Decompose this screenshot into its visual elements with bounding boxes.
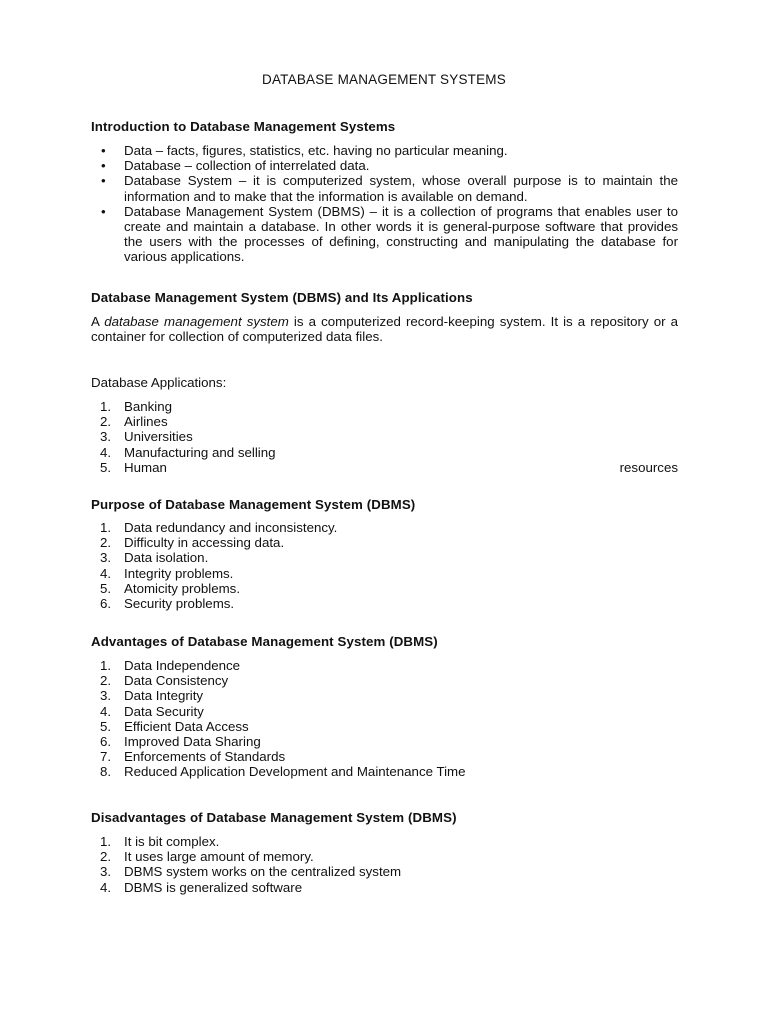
list-number: 4. xyxy=(100,879,112,895)
list-number: 6. xyxy=(100,734,112,750)
list-item xyxy=(91,704,678,719)
paragraph-emphasis: database management system xyxy=(104,314,289,329)
list-text: Airlines xyxy=(124,414,168,430)
list-number: 3. xyxy=(100,864,112,880)
list-item xyxy=(91,658,678,673)
list-number: 5. xyxy=(100,459,112,475)
list-item xyxy=(91,688,678,703)
list-text: Efficient Data Access xyxy=(124,718,249,734)
list-number: 4. xyxy=(100,703,112,719)
list-item: • Database System – it is computerized system, whose overall purpose is to maintain the information and to make that the information is available on demand. xyxy=(91,173,678,203)
list-item: • Database Management System (DBMS) – it is a collection of programs that enables user to create and maintain a database. In other words it is general-purpose software that provides the users with the processes of defining, constructing and manipulating the database for various applications. xyxy=(91,204,678,265)
list-item xyxy=(91,429,678,444)
list-item xyxy=(91,673,678,688)
list-text: DBMS system works on the centralized system xyxy=(124,864,402,880)
section-heading-intro: Introduction to Database Management Systems xyxy=(91,119,396,134)
list-item xyxy=(91,445,678,460)
list-text: Manufacturing and selling xyxy=(124,444,276,460)
list-item xyxy=(91,414,678,429)
list-number: 2. xyxy=(100,414,112,430)
list-text: Security problems. xyxy=(124,596,235,612)
section-heading-advantages: Advantages of Database Management System (DBMS) xyxy=(91,634,438,649)
section-heading-dbms-apps: Database Management System (DBMS) and Its Applications xyxy=(91,290,473,305)
list-text: Data Independence xyxy=(124,658,241,673)
list-text: Difficulty in accessing data. xyxy=(124,535,285,551)
list-item xyxy=(91,834,678,849)
list-text: It is bit complex. xyxy=(124,834,220,849)
advantages-numbered-list xyxy=(91,658,678,780)
list-text: Improved Data Sharing xyxy=(124,734,261,750)
list-item xyxy=(91,596,678,611)
list-number: 2. xyxy=(100,535,112,551)
apps-numbered-list xyxy=(91,399,678,475)
list-number: 1. xyxy=(100,658,112,673)
list-item xyxy=(91,520,678,535)
list-text: Data redundancy and inconsistency. xyxy=(124,520,338,535)
list-item xyxy=(91,764,678,779)
list-item: • Database – collection of interrelated data. xyxy=(91,158,678,173)
list-text: Data Integrity xyxy=(124,688,204,704)
section-heading-purpose: Purpose of Database Management System (DBMS) xyxy=(91,497,416,512)
list-item xyxy=(91,581,678,596)
list-item xyxy=(91,399,678,414)
list-number: 1. xyxy=(100,399,112,414)
list-number: 1. xyxy=(100,834,112,849)
list-text: Data Security xyxy=(124,703,204,719)
list-number: 5. xyxy=(100,718,112,734)
list-number: 6. xyxy=(100,596,112,612)
list-number: 4. xyxy=(100,565,112,581)
list-text: Universities xyxy=(124,429,193,445)
list-text: Integrity problems. xyxy=(124,565,234,581)
paragraph-rest: is a computerized record-keeping system. It is a repository or a container for collection of computerized data files. xyxy=(91,314,679,345)
list-number: 3. xyxy=(100,429,112,445)
dbms-definition-paragraph xyxy=(91,314,678,344)
list-number: 2. xyxy=(100,849,112,865)
disadvantages-numbered-list xyxy=(91,834,678,895)
list-text: Data isolation. xyxy=(124,550,209,566)
list-number: 3. xyxy=(100,550,112,566)
list-item xyxy=(91,849,678,864)
list-item xyxy=(91,535,678,550)
section-heading-disadvantages: Disadvantages of Database Management System (DBMS) xyxy=(91,810,457,825)
list-item: • Data – facts, figures, statistics, etc. having no particular meaning. xyxy=(91,143,678,158)
list-item xyxy=(91,734,678,749)
list-text-right: resources xyxy=(619,459,678,475)
list-text: Enforcements of Standards xyxy=(124,749,286,765)
list-number: 5. xyxy=(100,580,112,596)
list-number: 1. xyxy=(100,520,112,535)
list-text: Atomicity problems. xyxy=(124,580,241,596)
list-text: DBMS is generalized software xyxy=(124,879,303,895)
list-item xyxy=(91,460,678,475)
document-title: DATABASE MANAGEMENT SYSTEMS xyxy=(262,72,506,87)
list-number: 4. xyxy=(100,444,112,460)
list-number: 8. xyxy=(100,764,112,780)
list-item xyxy=(91,880,678,895)
purpose-numbered-list xyxy=(91,520,678,611)
list-text: Reduced Application Development and Maintenance Time xyxy=(124,764,466,780)
list-text-left: Human xyxy=(124,459,167,475)
list-text: Data Consistency xyxy=(124,673,229,689)
list-text: It uses large amount of memory. xyxy=(124,849,314,865)
list-item xyxy=(91,566,678,581)
list-number: 7. xyxy=(100,749,112,765)
list-number: 2. xyxy=(100,673,112,689)
apps-label: Database Applications: xyxy=(91,375,227,390)
intro-bullet-list xyxy=(91,143,678,265)
list-item xyxy=(91,749,678,764)
list-number: 3. xyxy=(100,688,112,704)
list-item xyxy=(91,864,678,879)
list-item xyxy=(91,719,678,734)
list-text: Banking xyxy=(124,399,173,414)
list-item xyxy=(91,550,678,565)
paragraph-lead: A xyxy=(91,314,100,329)
